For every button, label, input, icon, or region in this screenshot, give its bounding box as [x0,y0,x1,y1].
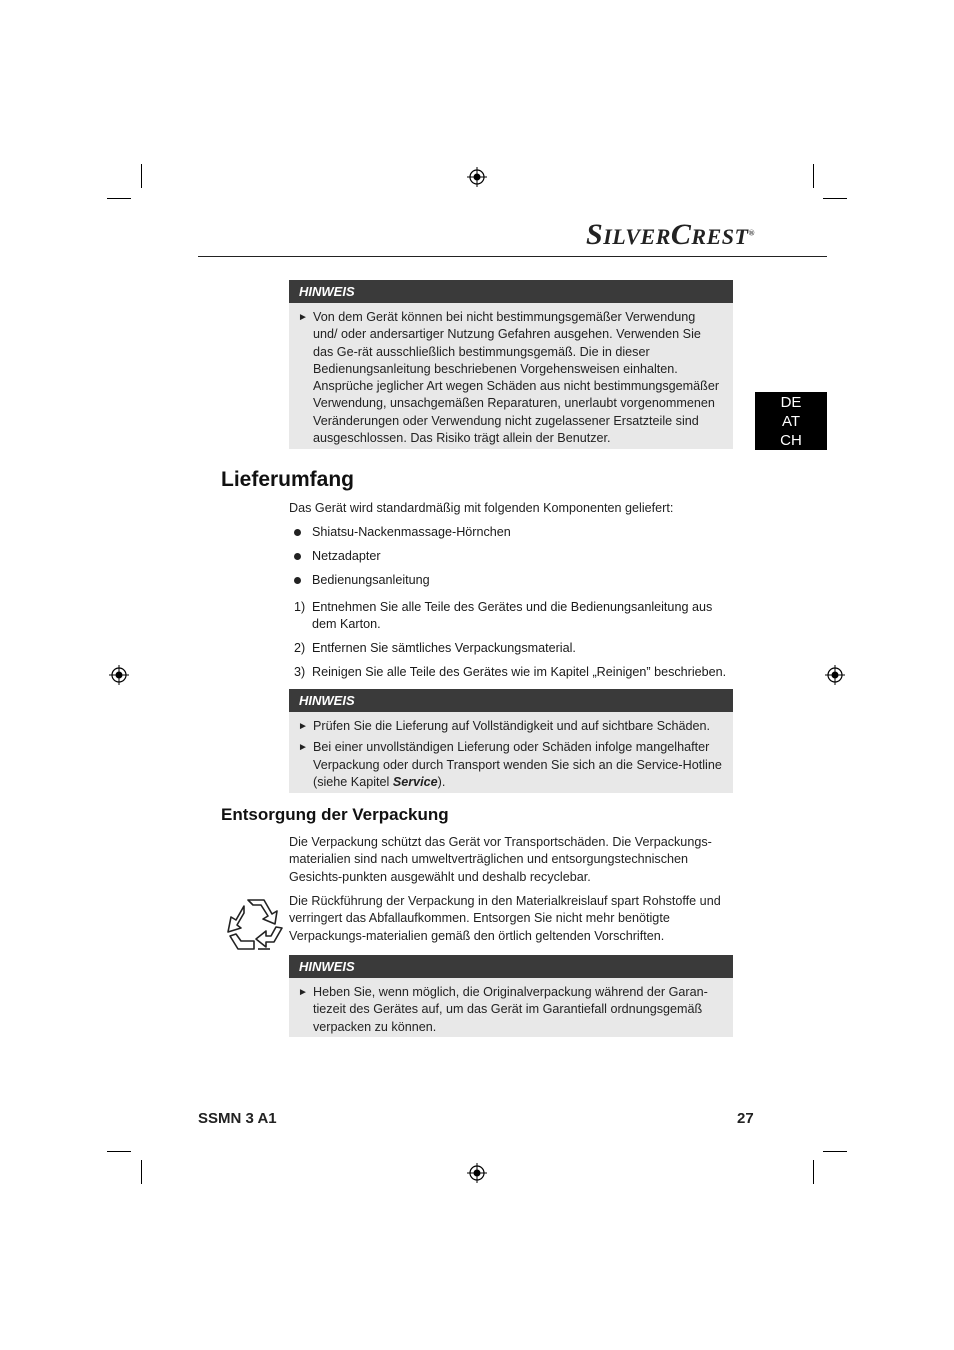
list-item-text: Netzadapter [312,549,381,563]
arrow-right-icon: ► [298,312,308,323]
step-item [294,599,734,634]
note-title: HINWEIS [289,689,733,712]
crop-mark [823,198,847,199]
step-number: 3) [294,665,306,679]
bullet-icon [294,553,301,560]
note-text: Prüfen Sie die Lieferung auf Vollständigkeit und auf sichtbare Schäden. [313,719,710,733]
crop-mark [141,164,142,188]
note-box [289,955,733,1037]
brand-letter: C [670,218,692,251]
note-item [299,718,723,735]
list-item-text: Shiatsu-Nackenmassage-Hörnchen [312,525,511,539]
registration-mark-icon [825,665,845,685]
arrow-right-icon: ► [298,721,308,732]
note-item [299,739,723,791]
footer-model: SSMN 3 A1 [198,1110,277,1127]
lang-at: AT [781,413,801,430]
section-title-lieferumfang: Lieferumfang [221,468,355,491]
section-title-entsorgung: Entsorgung der Verpackung [221,805,449,824]
crop-mark [823,1151,847,1152]
note-item [299,309,723,447]
brand-part: REST [691,224,749,249]
step-text: Entfernen Sie sämtliches Verpackungsmaterial. [312,641,576,655]
step-number: 2) [294,641,306,655]
paragraph: Die Rückführung der Verpackung in den Materialkreislauf spart Rohstoffe und verringert das Abfallaufkommen. Entsorgen Sie nicht mehr benötigte Verpackungs-materialien gemäß den örtlich geltenden Vorschriften. [289,894,721,943]
registration-mark-icon [467,1163,487,1183]
note-title: HINWEIS [289,280,733,303]
step-item [294,640,734,657]
brand-logo [586,218,756,254]
arrow-right-icon: ► [298,987,308,998]
crop-mark [107,1151,131,1152]
note-text: Bei einer unvollständigen Lieferung oder Schäden infolge mangelhafter Verpackung oder durch Transport wenden Sie sich an die Service-Hotline (siehe Kapitel [313,740,722,789]
intro-text: Das Gerät wird standardmäßig mit folgenden Komponenten geliefert: [289,501,674,515]
chapter-reference: Service [392,774,438,789]
crop-mark [813,1160,814,1184]
paragraph: Die Verpackung schützt das Gerät vor Transportschäden. Die Verpackungs-materialien sind nach umweltverträglichen und entsorgungstechnischen Gesichts-punkten ausgewählt und deshalb recyclebar. [289,835,712,884]
crop-mark [107,198,131,199]
header-rule [198,256,827,257]
note-box [289,689,733,793]
arrow-right-icon: ► [298,742,308,754]
brand-letter: S [586,218,604,251]
step-item [294,664,734,681]
note-item [299,984,723,1036]
language-tab [755,392,827,450]
lang-de: DE [780,394,802,411]
lang-ch: CH [780,432,802,449]
step-text: Reinigen Sie alle Teile des Gerätes wie im Kapitel „Reinigen” beschrieben. [312,665,727,679]
registration-mark-icon [467,167,487,187]
brand-part: ILVER [603,224,671,249]
page-number: 27 [737,1110,754,1127]
registration-mark-icon [109,665,129,685]
note-text: Von dem Gerät können bei nicht bestimmungsgemäßer Verwendung und/ oder andersartiger Nutzung Gefahren ausgehen. Verwenden Sie das Ge-rät ausschließlich bestimmungsgemäß. Die in dieser Bedienungsanleitung beschriebenen Vorgehensweisen einhalten. Ansprüche jeglicher Art wegen Schäden aus nicht bestimmungsgemäßer Verwendung, unsachgemäßen Reparaturen, unerlaubt vorgenommenen Veränderungen oder Verwendung nicht zugelassener Ersatzteile sind ausgeschlossen. Das Risiko trägt allein der Benutzer. [313,310,720,446]
bullet-icon [294,577,301,584]
step-text: Entnehmen Sie alle Teile des Gerätes und die Bedienungsanleitung aus dem Karton. [312,600,713,632]
note-box [289,280,733,449]
list-item-text: Bedienungsanleitung [312,573,430,587]
note-title: HINWEIS [289,955,733,978]
crop-mark [813,164,814,188]
crop-mark [141,1160,142,1184]
registered-mark: ® [748,228,755,238]
note-text: Heben Sie, wenn möglich, die Originalverpackung während der Garan-tiezeit des Gerätes auf, um das Gerät im Garantiefall ordnungsgemäß verpacken zu können. [313,985,708,1034]
recycle-icon [226,894,286,952]
bullet-icon [294,529,301,536]
note-text-end: ). [437,774,446,789]
step-number: 1) [294,600,306,614]
